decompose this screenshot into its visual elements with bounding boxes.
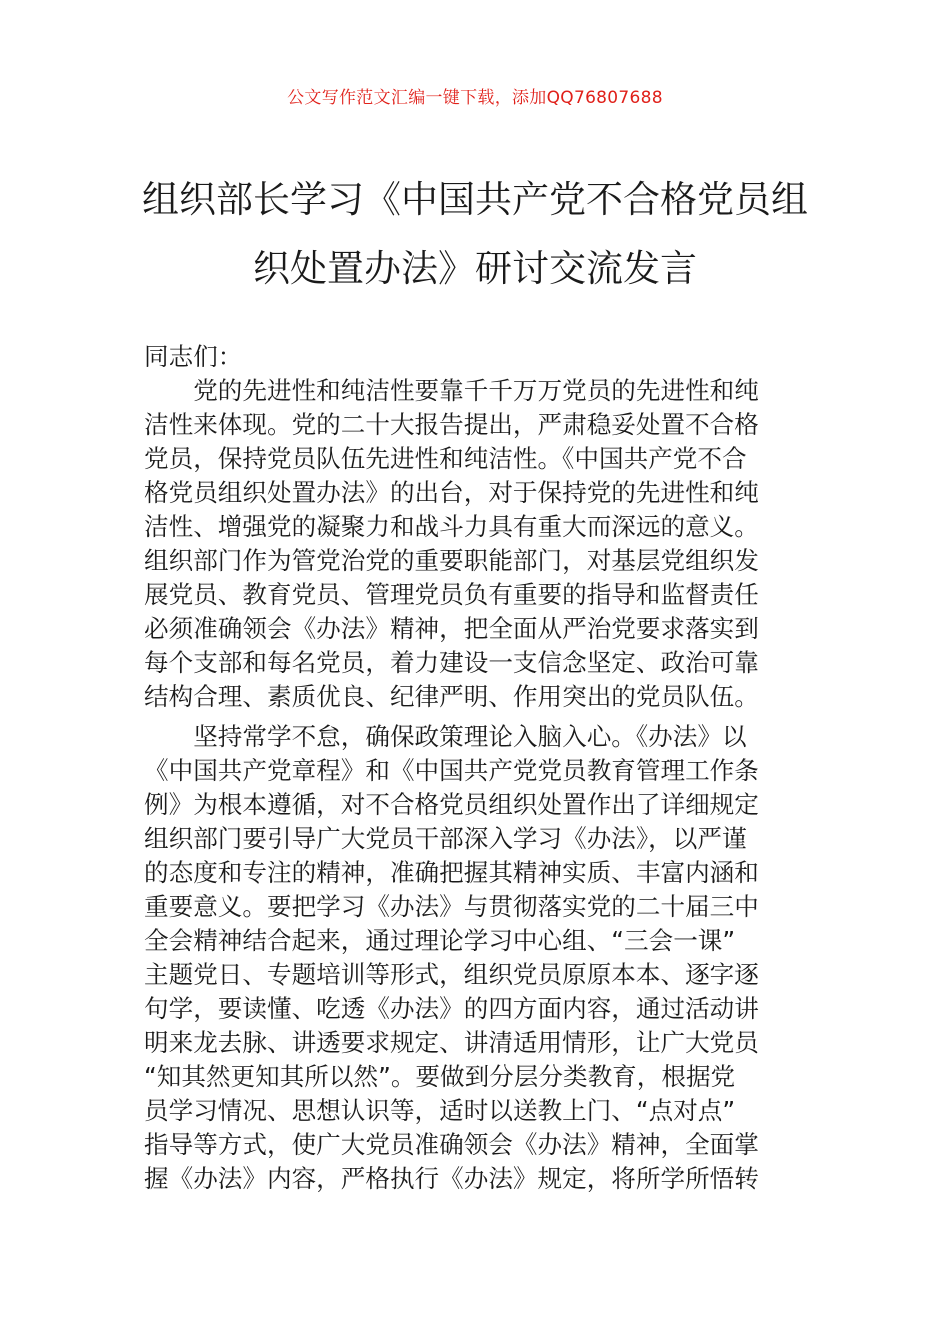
body-line: 每个支部和每名党员，着力建设一支信念坚定、政治可靠	[144, 648, 759, 677]
body-line: 指导等方式，使广大党员准确领会《办法》精神，全面掌	[144, 1130, 759, 1159]
body-line: 明来龙去脉、讲透要求规定、讲清适用情形，让广大党员	[144, 1028, 759, 1057]
document-title-line-1: 组织部长学习《中国共产党不合格党员组	[142, 178, 808, 221]
body-line: 主题党日、专题培训等形式，组织党员原原本本、逐字逐	[144, 960, 759, 989]
body-line: 员学习情况、思想认识等，适时以送教上门、“点对点”	[144, 1096, 736, 1125]
body-line: 洁性、增强党的凝聚力和战斗力具有重大而深远的意义。	[144, 512, 759, 541]
body-line: 组织部门作为管党治党的重要职能部门，对基层党组织发	[144, 546, 759, 575]
promo-banner[interactable]: 公文写作范文汇编一键下载，添加QQ76807688	[287, 88, 663, 108]
body-line: 格党员组织处置办法》的出台，对于保持党的先进性和纯	[144, 478, 759, 507]
body-line: 洁性来体现。党的二十大报告提出，严肃稳妥处置不合格	[144, 410, 759, 439]
body-line: 重要意义。要把学习《办法》与贯彻落实党的二十届三中	[144, 892, 759, 921]
body-line: 组织部门要引导广大党员干部深入学习《办法》，以严谨	[144, 824, 747, 853]
body-line: 全会精神结合起来，通过理论学习中心组、“三会一课”	[144, 926, 736, 955]
body-line: “知其然更知其所以然”。要做到分层分类教育，根据党	[144, 1062, 736, 1091]
body-line: 党的先进性和纯洁性要靠千千万万党员的先进性和纯	[144, 376, 759, 405]
body-line: 句学，要读懂、吃透《办法》的四方面内容，通过活动讲	[144, 994, 759, 1023]
body-line: 例》为根本遵循，对不合格党员组织处置作出了详细规定	[144, 790, 759, 819]
body-line: 坚持常学不怠，确保政策理论入脑入心。《办法》以	[144, 722, 747, 751]
body-line: 党员，保持党员队伍先进性和纯洁性。《中国共产党不合	[144, 444, 747, 473]
body-line: 握《办法》内容，严格执行《办法》规定，将所学所悟转	[144, 1164, 759, 1193]
body-line: 的态度和专注的精神，准确把握其精神实质、丰富内涵和	[144, 858, 759, 887]
body-line: 结构合理、素质优良、纪律严明、作用突出的党员队伍。	[144, 682, 759, 711]
body-line: 必须准确领会《办法》精神，把全面从严治党要求落实到	[144, 614, 759, 643]
body-line: 展党员、教育党员、管理党员负有重要的指导和监督责任	[144, 580, 759, 609]
salutation: 同志们：	[144, 342, 243, 371]
body-line: 《中国共产党章程》和《中国共产党党员教育管理工作条	[144, 756, 759, 785]
document-title-line-2: 织处置办法》研讨交流发言	[253, 247, 697, 290]
